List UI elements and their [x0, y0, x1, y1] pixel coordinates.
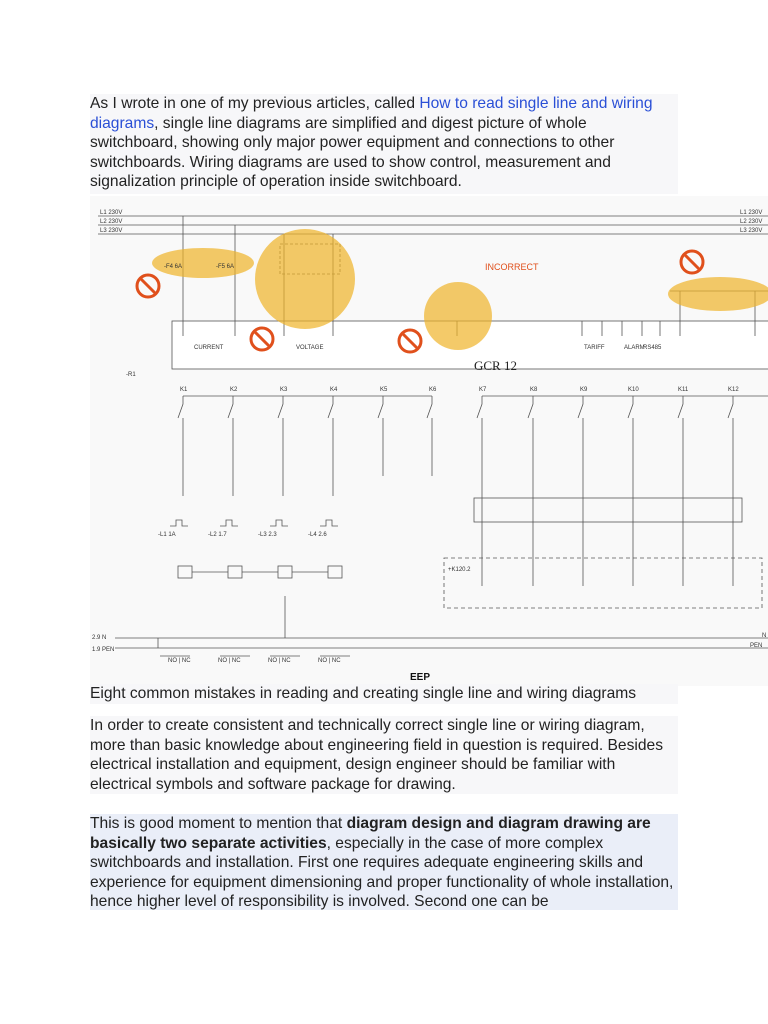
eep-logo: EEP	[410, 672, 431, 683]
contact-k10: K10	[628, 387, 639, 393]
label-rs485: RS485	[643, 345, 662, 351]
fuse-f5: -F5 6A	[216, 264, 235, 270]
rail-left-l3: L3 230V	[100, 228, 123, 234]
rail-left-l1: L1 230V	[100, 210, 123, 216]
how-to-read-link[interactable]: How to read single line and wiring diagrams	[90, 95, 653, 132]
rail-right-l2: L2 230V	[740, 219, 763, 225]
label-current: CURRENT	[194, 345, 224, 351]
coil-l3: -L3 2.3	[258, 532, 277, 538]
bus-right-n: N	[762, 633, 767, 639]
coil-l4: -L4 2.6	[308, 532, 327, 538]
para3-text-end: , especially in the case of more complex switchboards and installation. First one requires adequate engineering skills and experience for equipment dimensioning and proper functionality of whole installation, hence higher level of responsibility is involved. Second one can be	[90, 834, 674, 911]
label-voltage: VOLTAGE	[296, 345, 324, 351]
nonc-1: NO | NC	[168, 658, 191, 664]
bus-left-pen: 1.9 PEN	[92, 647, 115, 653]
contact-k9: K9	[580, 387, 588, 393]
paragraph-3	[90, 814, 678, 910]
incorrect-label: INCORRECT	[485, 262, 539, 272]
nonc-2: NO | NC	[218, 658, 241, 664]
controller-label: GCR 12	[474, 358, 517, 373]
rail-right-l1: L1 230V	[740, 210, 763, 216]
rail-left-l2: L2 230V	[100, 219, 123, 225]
box-label: +K120.2	[448, 567, 471, 573]
wiring-diagram-figure	[90, 196, 768, 686]
bus-left-n: 2.9 N	[92, 635, 107, 641]
relay-label: -R1	[126, 372, 136, 378]
para3-text-start: This is good moment to mention that	[90, 815, 347, 832]
fuse-f4: -F4 6A	[164, 264, 183, 270]
intro-text-start: As I wrote in one of my previous articles, called	[90, 95, 420, 112]
coil-l1: -L1 1A	[158, 532, 176, 538]
contact-k1: K1	[180, 387, 188, 393]
intro-paragraph	[90, 94, 678, 194]
contact-k3: K3	[280, 387, 288, 393]
contact-k6: K6	[429, 387, 437, 393]
bus-right-pen: PEN	[750, 643, 763, 649]
contact-k4: K4	[330, 387, 338, 393]
figure-caption: Eight common mistakes in reading and creating single line and wiring diagrams	[90, 684, 678, 704]
rail-right-l3: L3 230V	[740, 228, 763, 234]
nonc-3: NO | NC	[268, 658, 291, 664]
intro-text-end: , single line diagrams are simplified and digest picture of whole switchboard, showing only major power equipment and connections to other switchboards. Wiring diagrams are used to show control, measurement and signalization principle of operation inside switchboard.	[90, 114, 615, 191]
contact-k2: K2	[230, 387, 238, 393]
contact-k8: K8	[530, 387, 538, 393]
contact-k7: K7	[479, 387, 487, 393]
contact-k11: K11	[678, 387, 689, 393]
para3-bold-text: diagram design and diagram drawing are basically two separate activities	[90, 815, 651, 852]
label-tariff: TARIFF	[584, 345, 605, 351]
nonc-4: NO | NC	[318, 658, 341, 664]
contact-k5: K5	[380, 387, 388, 393]
paragraph-2: In order to create consistent and technically correct single line or wiring diagram, more than basic knowledge about engineering field in question is required. Besides electrical installation and equipment, design engineer should be familiar with electrical symbols and software package for drawing.	[90, 716, 678, 794]
contact-k12: K12	[728, 387, 739, 393]
coil-l2: -L2 1.7	[208, 532, 227, 538]
label-alarm: ALARM	[624, 345, 645, 351]
